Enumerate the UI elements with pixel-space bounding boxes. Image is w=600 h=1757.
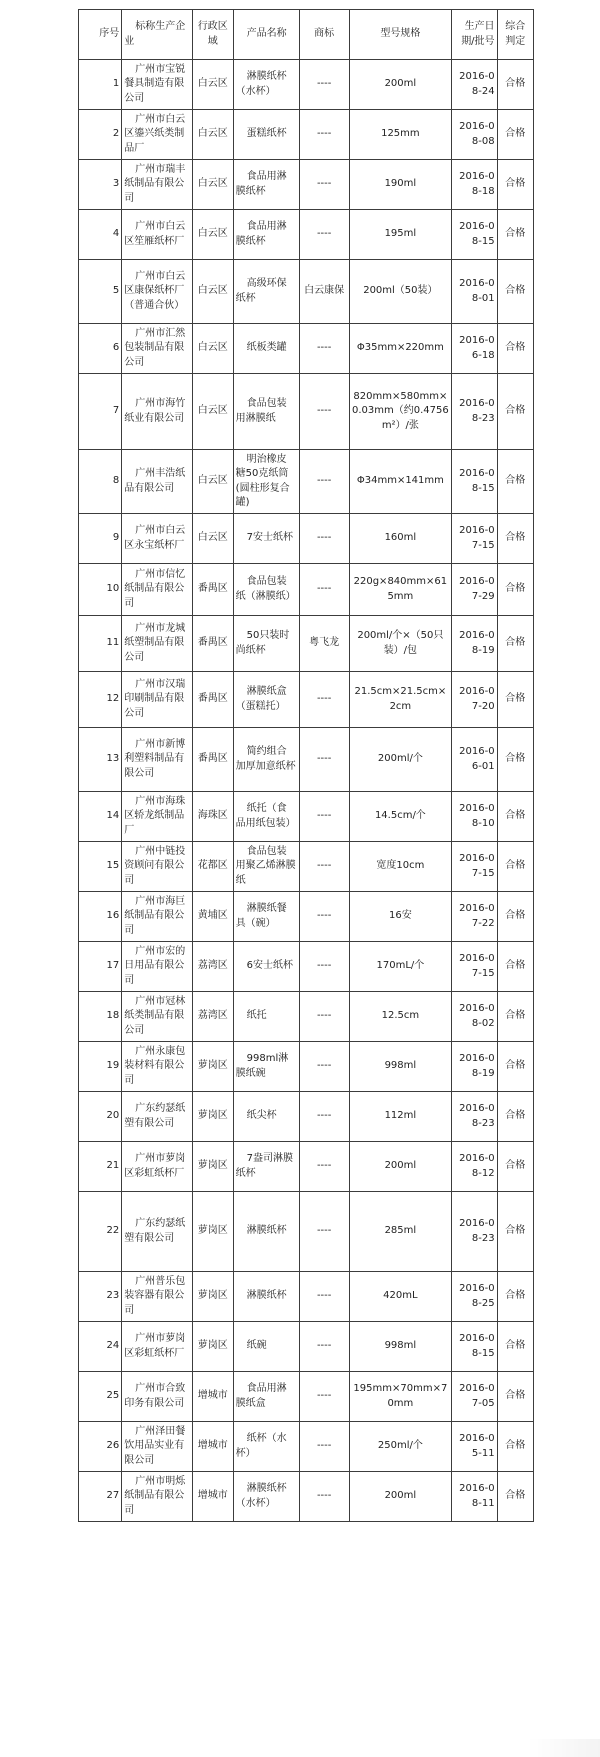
cell-date: 2016-08-23 bbox=[452, 1092, 498, 1142]
cell-company: 广州市汇然包装制品有限公司 bbox=[122, 324, 193, 374]
cell-company: 广州市白云区康保纸杯厂（普通合伙） bbox=[122, 260, 193, 324]
table-row bbox=[79, 992, 534, 1042]
cell-product: 食品用淋膜纸杯 bbox=[233, 160, 299, 210]
cell-result: 合格 bbox=[497, 564, 533, 616]
table-row bbox=[79, 450, 534, 514]
cell-spec: 200ml（50装） bbox=[349, 260, 451, 324]
cell-no: 8 bbox=[79, 450, 122, 514]
cell-result: 合格 bbox=[497, 992, 533, 1042]
table-row bbox=[79, 60, 534, 110]
cell-district: 番禺区 bbox=[192, 728, 233, 792]
cell-date: 2016-08-15 bbox=[452, 450, 498, 514]
cell-product: 简约组合加厚加意纸杯 bbox=[233, 728, 299, 792]
cell-date: 2016-06-01 bbox=[452, 728, 498, 792]
cell-company: 广州市宏的日用品有限公司 bbox=[122, 942, 193, 992]
cell-spec: 200ml bbox=[349, 1472, 451, 1522]
header-date: 生产日期/批号 bbox=[452, 10, 498, 60]
cell-no: 10 bbox=[79, 564, 122, 616]
table-row bbox=[79, 324, 534, 374]
cell-date: 2016-07-15 bbox=[452, 842, 498, 892]
cell-product: 7盎司淋膜纸杯 bbox=[233, 1142, 299, 1192]
cell-district: 增城市 bbox=[192, 1422, 233, 1472]
cell-trademark: ---- bbox=[299, 1092, 349, 1142]
cell-spec: 160ml bbox=[349, 514, 451, 564]
cell-no: 19 bbox=[79, 1042, 122, 1092]
cell-product: 淋膜纸杯 bbox=[233, 1192, 299, 1272]
cell-trademark: ---- bbox=[299, 514, 349, 564]
cell-no: 27 bbox=[79, 1472, 122, 1522]
cell-result: 合格 bbox=[497, 1322, 533, 1372]
table-row bbox=[79, 892, 534, 942]
cell-trademark: ---- bbox=[299, 374, 349, 450]
cell-company: 广州市信忆纸制品有限公司 bbox=[122, 564, 193, 616]
cell-company: 广州市合致印务有限公司 bbox=[122, 1372, 193, 1422]
cell-company: 广州市白云区永宝纸杯厂 bbox=[122, 514, 193, 564]
cell-no: 14 bbox=[79, 792, 122, 842]
cell-district: 萝岗区 bbox=[192, 1042, 233, 1092]
cell-trademark: ---- bbox=[299, 324, 349, 374]
cell-date: 2016-07-15 bbox=[452, 942, 498, 992]
cell-spec: 220g×840mm×615mm bbox=[349, 564, 451, 616]
table-row bbox=[79, 1472, 534, 1522]
cell-company: 广州市萝岗区彩虹纸杯厂 bbox=[122, 1142, 193, 1192]
cell-district: 增城市 bbox=[192, 1472, 233, 1522]
cell-district: 白云区 bbox=[192, 374, 233, 450]
cell-product: 食品包装用聚乙烯淋膜纸 bbox=[233, 842, 299, 892]
cell-result: 合格 bbox=[497, 1422, 533, 1472]
cell-spec: 125mm bbox=[349, 110, 451, 160]
table-row bbox=[79, 1142, 534, 1192]
cell-no: 13 bbox=[79, 728, 122, 792]
cell-result: 合格 bbox=[497, 514, 533, 564]
cell-no: 12 bbox=[79, 672, 122, 728]
table-row bbox=[79, 260, 534, 324]
cell-spec: 250ml/个 bbox=[349, 1422, 451, 1472]
cell-company: 广州市明烁纸制品有限公司 bbox=[122, 1472, 193, 1522]
cell-trademark: ---- bbox=[299, 1272, 349, 1322]
cell-product: 纸托（食品用纸包装） bbox=[233, 792, 299, 842]
cell-spec: 宽度10cm bbox=[349, 842, 451, 892]
cell-no: 3 bbox=[79, 160, 122, 210]
cell-trademark: ---- bbox=[299, 110, 349, 160]
table-row bbox=[79, 1322, 534, 1372]
header-row bbox=[79, 10, 534, 60]
cell-date: 2016-07-29 bbox=[452, 564, 498, 616]
cell-result: 合格 bbox=[497, 1092, 533, 1142]
cell-result: 合格 bbox=[497, 1042, 533, 1092]
cell-date: 2016-06-18 bbox=[452, 324, 498, 374]
cell-company: 广州丰浩纸品有限公司 bbox=[122, 450, 193, 514]
cell-no: 18 bbox=[79, 992, 122, 1042]
cell-trademark: 粤飞龙 bbox=[299, 616, 349, 672]
cell-company: 广州市白云区笙雁纸杯厂 bbox=[122, 210, 193, 260]
cell-company: 广州市白云区鎏兴纸类制品厂 bbox=[122, 110, 193, 160]
cell-date: 2016-07-15 bbox=[452, 514, 498, 564]
cell-date: 2016-08-12 bbox=[452, 1142, 498, 1192]
cell-spec: 195ml bbox=[349, 210, 451, 260]
cell-spec: 195mm×70mm×70mm bbox=[349, 1372, 451, 1422]
cell-date: 2016-05-11 bbox=[452, 1422, 498, 1472]
cell-product: 淋膜纸杯 bbox=[233, 1272, 299, 1322]
cell-district: 白云区 bbox=[192, 60, 233, 110]
cell-date: 2016-08-15 bbox=[452, 1322, 498, 1372]
cell-product: 明治橡皮糖50克纸筒(圆柱形复合罐) bbox=[233, 450, 299, 514]
watermark bbox=[528, 1739, 600, 1757]
table-row bbox=[79, 728, 534, 792]
cell-spec: 420mL bbox=[349, 1272, 451, 1322]
cell-company: 广州市宝锐餐具制造有限公司 bbox=[122, 60, 193, 110]
cell-product: 食品用淋膜纸盒 bbox=[233, 1372, 299, 1422]
cell-trademark: ---- bbox=[299, 210, 349, 260]
cell-date: 2016-08-02 bbox=[452, 992, 498, 1042]
cell-district: 白云区 bbox=[192, 110, 233, 160]
cell-company: 广州泽田餐饮用品实业有限公司 bbox=[122, 1422, 193, 1472]
table-row bbox=[79, 514, 534, 564]
cell-district: 番禺区 bbox=[192, 672, 233, 728]
inspection-table bbox=[78, 9, 534, 1522]
cell-district: 荔湾区 bbox=[192, 992, 233, 1042]
cell-product: 纸杯（水杯） bbox=[233, 1422, 299, 1472]
cell-no: 6 bbox=[79, 324, 122, 374]
cell-date: 2016-08-19 bbox=[452, 1042, 498, 1092]
cell-product: 998ml淋膜纸碗 bbox=[233, 1042, 299, 1092]
cell-result: 合格 bbox=[497, 1272, 533, 1322]
header-company: 标称生产企业 bbox=[122, 10, 193, 60]
cell-trademark: ---- bbox=[299, 842, 349, 892]
cell-product: 50只装时尚纸杯 bbox=[233, 616, 299, 672]
cell-result: 合格 bbox=[497, 1372, 533, 1422]
cell-district: 萝岗区 bbox=[192, 1322, 233, 1372]
cell-district: 萝岗区 bbox=[192, 1272, 233, 1322]
cell-company: 广州永康包装材料有限公司 bbox=[122, 1042, 193, 1092]
table-row bbox=[79, 1042, 534, 1092]
cell-date: 2016-07-05 bbox=[452, 1372, 498, 1422]
cell-district: 萝岗区 bbox=[192, 1092, 233, 1142]
cell-no: 5 bbox=[79, 260, 122, 324]
cell-product: 纸板类罐 bbox=[233, 324, 299, 374]
cell-trademark: ---- bbox=[299, 728, 349, 792]
cell-product: 7安士纸杯 bbox=[233, 514, 299, 564]
table-row bbox=[79, 792, 534, 842]
cell-trademark: ---- bbox=[299, 672, 349, 728]
cell-spec: 200ml/个×（50只装）/包 bbox=[349, 616, 451, 672]
cell-result: 合格 bbox=[497, 942, 533, 992]
header-result: 综合判定 bbox=[497, 10, 533, 60]
cell-spec: 200ml bbox=[349, 60, 451, 110]
cell-date: 2016-07-22 bbox=[452, 892, 498, 942]
table-row bbox=[79, 374, 534, 450]
cell-trademark: ---- bbox=[299, 450, 349, 514]
cell-product: 食品包装纸（淋膜纸） bbox=[233, 564, 299, 616]
cell-district: 萝岗区 bbox=[192, 1192, 233, 1272]
cell-company: 广州市冠林纸类制品有限公司 bbox=[122, 992, 193, 1042]
cell-product: 食品用淋膜纸杯 bbox=[233, 210, 299, 260]
cell-trademark: ---- bbox=[299, 160, 349, 210]
cell-company: 广东约瑟纸塑有限公司 bbox=[122, 1192, 193, 1272]
cell-trademark: 白云康保 bbox=[299, 260, 349, 324]
cell-no: 11 bbox=[79, 616, 122, 672]
cell-result: 合格 bbox=[497, 210, 533, 260]
cell-spec: 16安 bbox=[349, 892, 451, 942]
table-row bbox=[79, 110, 534, 160]
cell-trademark: ---- bbox=[299, 1322, 349, 1372]
cell-product: 纸碗 bbox=[233, 1322, 299, 1372]
cell-spec: 820mm×580mm×0.03mm（约0.4756m²）/张 bbox=[349, 374, 451, 450]
cell-trademark: ---- bbox=[299, 992, 349, 1042]
cell-company: 广州市海竹纸业有限公司 bbox=[122, 374, 193, 450]
cell-trademark: ---- bbox=[299, 1422, 349, 1472]
cell-date: 2016-08-15 bbox=[452, 210, 498, 260]
cell-result: 合格 bbox=[497, 160, 533, 210]
cell-spec: Φ35mm×220mm bbox=[349, 324, 451, 374]
cell-spec: 21.5cm×21.5cm×2cm bbox=[349, 672, 451, 728]
cell-result: 合格 bbox=[497, 842, 533, 892]
cell-spec: 14.5cm/个 bbox=[349, 792, 451, 842]
cell-no: 15 bbox=[79, 842, 122, 892]
cell-no: 1 bbox=[79, 60, 122, 110]
cell-district: 萝岗区 bbox=[192, 1142, 233, 1192]
cell-trademark: ---- bbox=[299, 1042, 349, 1092]
cell-date: 2016-08-11 bbox=[452, 1472, 498, 1522]
cell-no: 7 bbox=[79, 374, 122, 450]
header-product: 产品名称 bbox=[233, 10, 299, 60]
cell-result: 合格 bbox=[497, 728, 533, 792]
cell-trademark: ---- bbox=[299, 892, 349, 942]
cell-district: 白云区 bbox=[192, 160, 233, 210]
cell-result: 合格 bbox=[497, 260, 533, 324]
cell-district: 番禺区 bbox=[192, 616, 233, 672]
table-row bbox=[79, 210, 534, 260]
cell-district: 花都区 bbox=[192, 842, 233, 892]
cell-district: 白云区 bbox=[192, 514, 233, 564]
cell-spec: 998ml bbox=[349, 1322, 451, 1372]
cell-product: 淋膜纸杯（水杯） bbox=[233, 1472, 299, 1522]
cell-date: 2016-08-10 bbox=[452, 792, 498, 842]
cell-trademark: ---- bbox=[299, 564, 349, 616]
cell-trademark: ---- bbox=[299, 792, 349, 842]
cell-no: 16 bbox=[79, 892, 122, 942]
cell-date: 2016-08-24 bbox=[452, 60, 498, 110]
cell-result: 合格 bbox=[497, 1142, 533, 1192]
cell-trademark: ---- bbox=[299, 942, 349, 992]
cell-district: 白云区 bbox=[192, 210, 233, 260]
cell-company: 广州市萝岗区彩虹纸杯厂 bbox=[122, 1322, 193, 1372]
cell-date: 2016-07-20 bbox=[452, 672, 498, 728]
cell-district: 白云区 bbox=[192, 324, 233, 374]
table-row bbox=[79, 1372, 534, 1422]
cell-company: 广州市汉瑞印刷制品有限公司 bbox=[122, 672, 193, 728]
cell-no: 9 bbox=[79, 514, 122, 564]
cell-no: 26 bbox=[79, 1422, 122, 1472]
cell-product: 食品包装用淋膜纸 bbox=[233, 374, 299, 450]
cell-company: 广州普乐包装容器有限公司 bbox=[122, 1272, 193, 1322]
table-row bbox=[79, 1272, 534, 1322]
cell-trademark: ---- bbox=[299, 1192, 349, 1272]
cell-spec: Φ34mm×141mm bbox=[349, 450, 451, 514]
cell-result: 合格 bbox=[497, 374, 533, 450]
cell-result: 合格 bbox=[497, 450, 533, 514]
cell-company: 广州市新博利塑料制品有限公司 bbox=[122, 728, 193, 792]
table-row bbox=[79, 1422, 534, 1472]
cell-district: 白云区 bbox=[192, 450, 233, 514]
cell-product: 蛋糕纸杯 bbox=[233, 110, 299, 160]
cell-company: 广州市龙城纸塑制品有限公司 bbox=[122, 616, 193, 672]
cell-trademark: ---- bbox=[299, 1142, 349, 1192]
cell-spec: 190ml bbox=[349, 160, 451, 210]
cell-district: 白云区 bbox=[192, 260, 233, 324]
cell-product: 淋膜纸盒（蛋糕托） bbox=[233, 672, 299, 728]
cell-spec: 200ml/个 bbox=[349, 728, 451, 792]
cell-spec: 285ml bbox=[349, 1192, 451, 1272]
cell-trademark: ---- bbox=[299, 60, 349, 110]
table-row bbox=[79, 564, 534, 616]
cell-no: 25 bbox=[79, 1372, 122, 1422]
header-spec: 型号规格 bbox=[349, 10, 451, 60]
table-row bbox=[79, 942, 534, 992]
cell-no: 22 bbox=[79, 1192, 122, 1272]
cell-district: 荔湾区 bbox=[192, 942, 233, 992]
cell-trademark: ---- bbox=[299, 1472, 349, 1522]
table-row bbox=[79, 842, 534, 892]
table-row bbox=[79, 616, 534, 672]
cell-date: 2016-08-19 bbox=[452, 616, 498, 672]
cell-result: 合格 bbox=[497, 672, 533, 728]
header-district: 行政区域 bbox=[192, 10, 233, 60]
cell-product: 淋膜纸杯（水杯） bbox=[233, 60, 299, 110]
cell-date: 2016-08-01 bbox=[452, 260, 498, 324]
header-trademark: 商标 bbox=[299, 10, 349, 60]
cell-product: 纸托 bbox=[233, 992, 299, 1042]
cell-company: 广州中链投资顾问有限公司 bbox=[122, 842, 193, 892]
cell-no: 4 bbox=[79, 210, 122, 260]
table-row bbox=[79, 1092, 534, 1142]
header-no: 序号 bbox=[79, 10, 122, 60]
cell-district: 增城市 bbox=[192, 1372, 233, 1422]
cell-product: 纸尖杯 bbox=[233, 1092, 299, 1142]
cell-no: 17 bbox=[79, 942, 122, 992]
cell-date: 2016-08-23 bbox=[452, 1192, 498, 1272]
cell-result: 合格 bbox=[497, 792, 533, 842]
cell-company: 广东约瑟纸塑有限公司 bbox=[122, 1092, 193, 1142]
cell-no: 21 bbox=[79, 1142, 122, 1192]
table-row bbox=[79, 1192, 534, 1272]
cell-spec: 998ml bbox=[349, 1042, 451, 1092]
cell-product: 高级环保纸杯 bbox=[233, 260, 299, 324]
cell-district: 海珠区 bbox=[192, 792, 233, 842]
cell-spec: 200ml bbox=[349, 1142, 451, 1192]
cell-result: 合格 bbox=[497, 110, 533, 160]
cell-spec: 112ml bbox=[349, 1092, 451, 1142]
cell-district: 黄埔区 bbox=[192, 892, 233, 942]
table-row bbox=[79, 672, 534, 728]
cell-product: 淋膜纸餐具（碗） bbox=[233, 892, 299, 942]
cell-no: 2 bbox=[79, 110, 122, 160]
cell-result: 合格 bbox=[497, 616, 533, 672]
cell-no: 24 bbox=[79, 1322, 122, 1372]
cell-date: 2016-08-23 bbox=[452, 374, 498, 450]
cell-spec: 12.5cm bbox=[349, 992, 451, 1042]
cell-result: 合格 bbox=[497, 1192, 533, 1272]
cell-company: 广州市瑞丰纸制品有限公司 bbox=[122, 160, 193, 210]
cell-date: 2016-08-25 bbox=[452, 1272, 498, 1322]
cell-product: 6安士纸杯 bbox=[233, 942, 299, 992]
cell-company: 广州市海珠区轿龙纸制品厂 bbox=[122, 792, 193, 842]
cell-result: 合格 bbox=[497, 1472, 533, 1522]
cell-no: 20 bbox=[79, 1092, 122, 1142]
cell-date: 2016-08-08 bbox=[452, 110, 498, 160]
cell-no: 23 bbox=[79, 1272, 122, 1322]
cell-result: 合格 bbox=[497, 324, 533, 374]
cell-result: 合格 bbox=[497, 892, 533, 942]
cell-date: 2016-08-18 bbox=[452, 160, 498, 210]
cell-district: 番禺区 bbox=[192, 564, 233, 616]
cell-result: 合格 bbox=[497, 60, 533, 110]
table-row bbox=[79, 160, 534, 210]
cell-spec: 170mL/个 bbox=[349, 942, 451, 992]
cell-company: 广州市海巨纸制品有限公司 bbox=[122, 892, 193, 942]
cell-trademark: ---- bbox=[299, 1372, 349, 1422]
